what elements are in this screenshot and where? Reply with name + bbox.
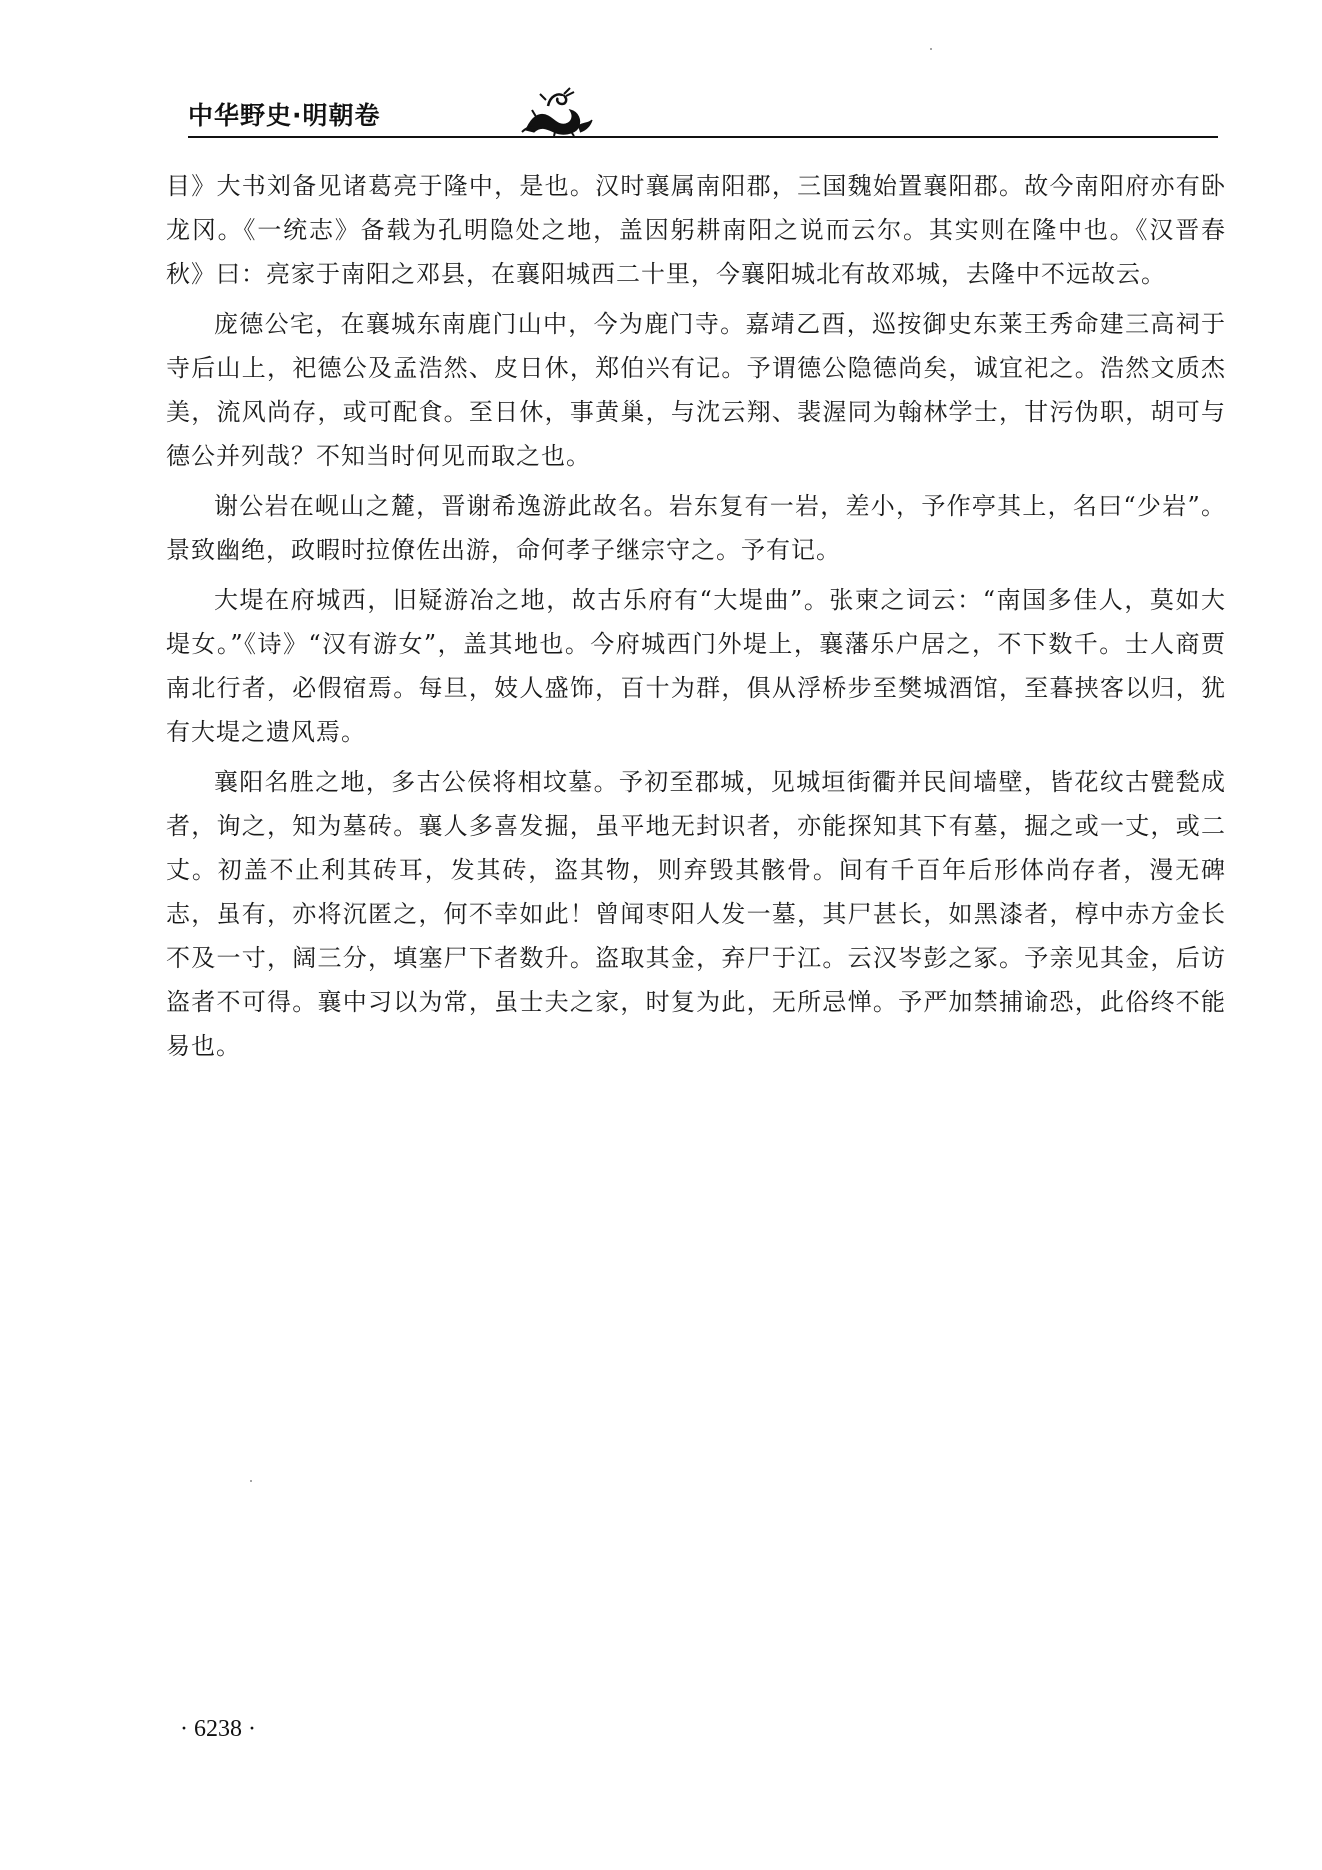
body-text xyxy=(166,164,1226,1074)
page-number: · 6238 · xyxy=(180,1716,256,1742)
paragraph-dadi: 大堤在府城西，旧疑游冶之地，故古乐府有“大堤曲”。张柬之词云：“南国多佳人，莫如大堤女。”《诗》“汉有游女”，盖其地也。今府城西门外堤上，襄藩乐户居之，不下数千。士人商贾南北行者，必假宿焉。每旦，妓人盛饰，百十为群，俱从浮桥步至樊城酒馆，至暮挟客以归，犹有大堤之遗风焉。 xyxy=(166,586,1226,746)
book-title: 中华野史·明朝卷 xyxy=(188,101,381,130)
paragraph-continuation: 目》大书刘备见诸葛亮于隆中，是也。汉时襄属南阳郡，三国魏始置襄阳郡。故今南阳府亦有卧龙冈。《一统志》备载为孔明隐处之地，盖因躬耕南阳之说而云尔。其实则在隆中也。《汉晋春秋》曰：亮家于南阳之邓县，在襄阳城西二十里，今襄阳城北有故邓城，去隆中不远故云。 xyxy=(166,172,1226,288)
running-header xyxy=(188,90,1218,140)
paragraph-xiangyang-tombs: 襄阳名胜之地，多古公侯将相坟墓。予初至郡城，见城垣街衢并民间墙壁，皆花纹古甓甃成者，询之，知为墓砖。襄人多喜发掘，虽平地无封识者，亦能探知其下有墓，掘之或一丈，或二丈。初盖不止利其砖耳，发其砖，盗其物，则弃毁其骸骨。间有千百年后形体尚存者，漫无碑志，虽有，亦将沉匿之，何不幸如此！曾闻枣阳人发一墓，其尸甚长，如黑漆者，椁中赤方金长不及一寸，阔三分，填塞尸下者数升。盗取其金，弃尸于江。云汉岑彭之冢。予亲见其金，后访盗者不可得。襄中习以为常，虽士夫之家，时复为此，无所忌惮。予严加禁捕谕恐，此俗终不能易也。 xyxy=(166,768,1226,1060)
header-rule xyxy=(188,136,1218,138)
paragraph-xiegong-yan: 谢公岩在岘山之麓，晋谢希逸游此故名。岩东复有一岩，差小，予作亭其上，名曰“少岩”。景致幽绝，政暇时拉僚佐出游，命何孝子继宗守之。予有记。 xyxy=(166,492,1226,564)
dragon-emblem-icon xyxy=(518,86,598,138)
paragraph-pang-degong: 庞德公宅，在襄城东南鹿门山中，今为鹿门寺。嘉靖乙酉，巡按御史东莱王秀命建三高祠于寺后山上，祀德公及孟浩然、皮日休，郑伯兴有记。予谓德公隐德尚矣，诚宜祀之。浩然文质杰美，流风尚存，或可配食。至日休，事黄巢，与沈云翔、裴渥同为翰林学士，甘污伪职，胡可与德公并列哉？不知当时何见而取之也。 xyxy=(166,310,1226,470)
scan-speck xyxy=(250,1480,252,1482)
scan-speck xyxy=(930,48,932,50)
